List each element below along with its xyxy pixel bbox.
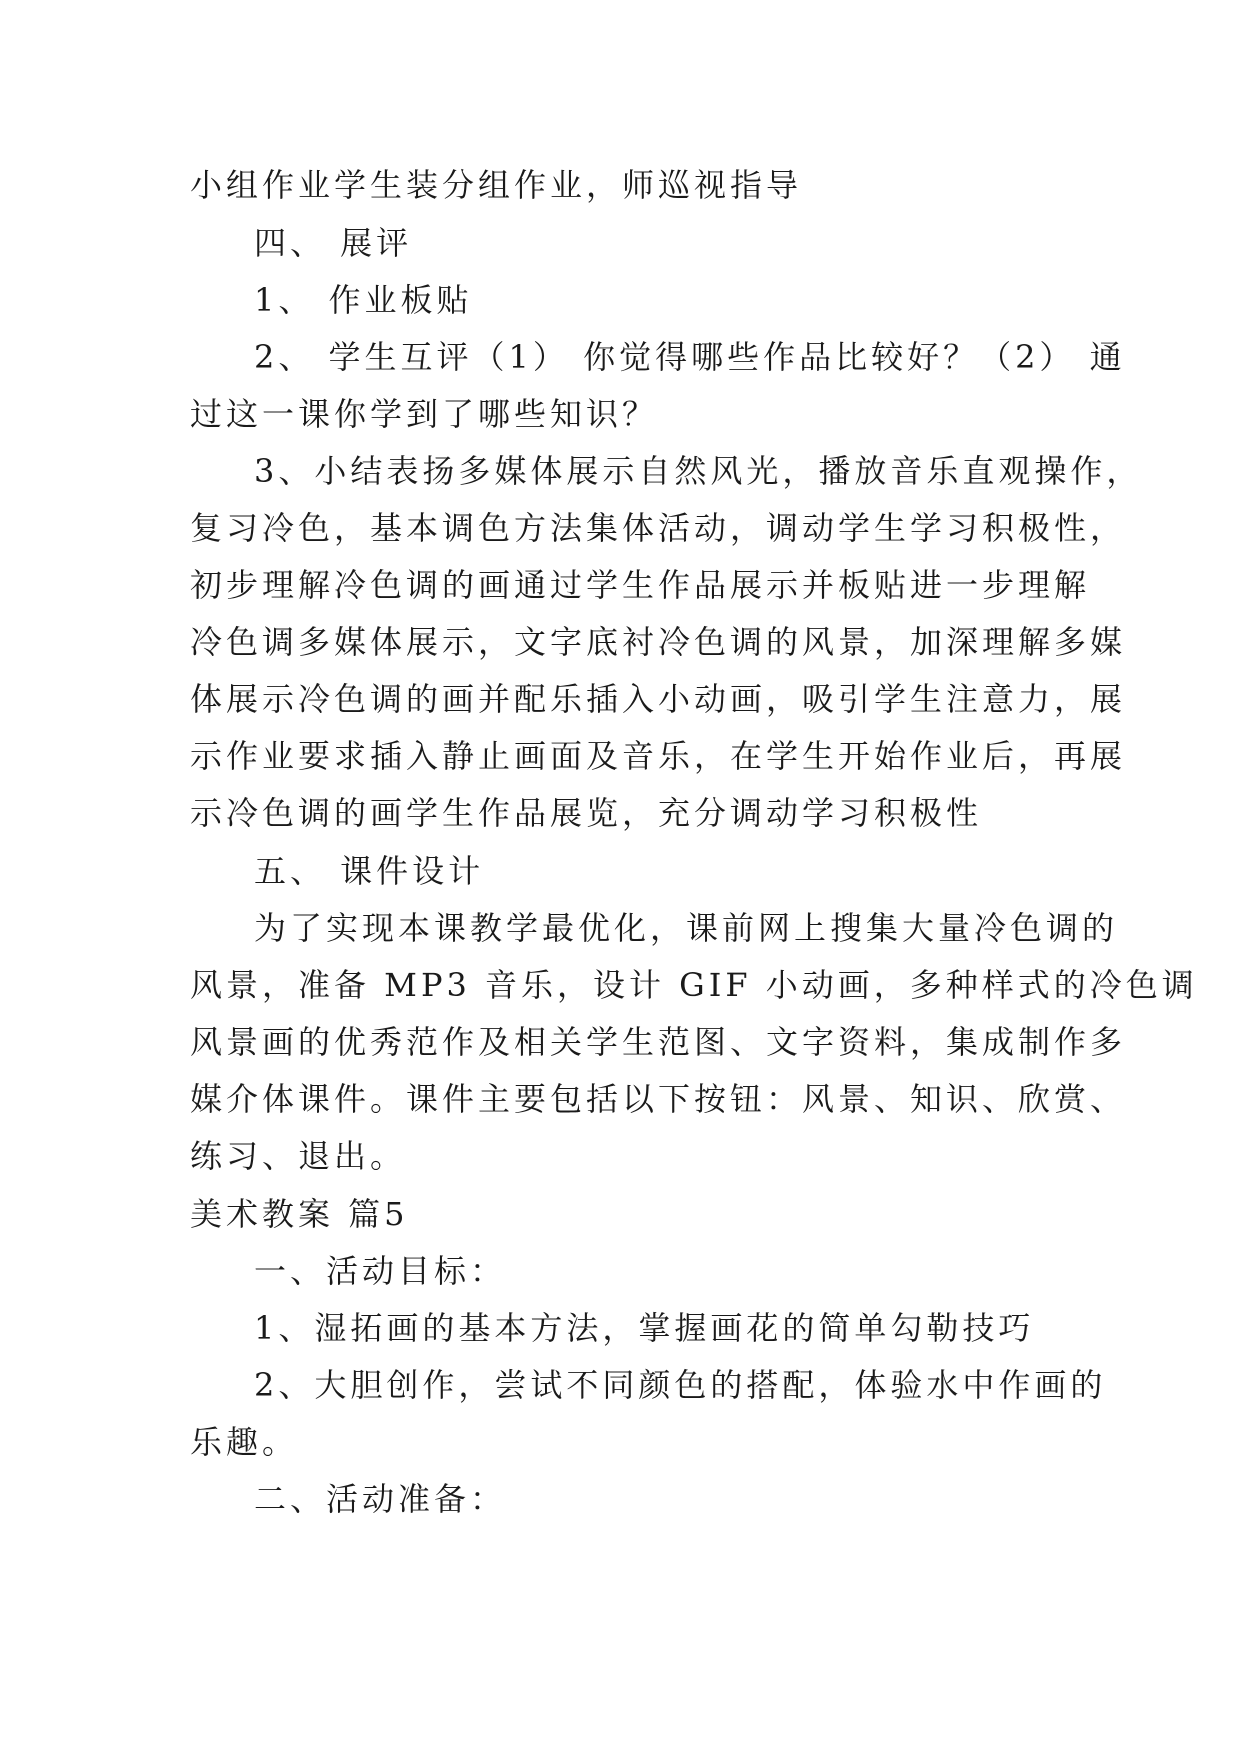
section-heading: 一、活动目标： (254, 1252, 507, 1290)
text-line: 复习冷色，基本调色方法集体活动，调动学生学习积极性， (190, 509, 1127, 547)
section-heading: 五、 课件设计 (254, 852, 485, 890)
text-line: 示冷色调的画学生作品展览，充分调动学习积极性 (190, 794, 983, 832)
text-line: 风景，准备 MP3 音乐，设计 GIF 小动画，多种样式的冷色调 (190, 966, 1198, 1004)
paragraph-start: 为了实现本课教学最优化，课前网上搜集大量冷色调的 (254, 909, 1119, 947)
document-title: 美术教案 篇5 (190, 1195, 409, 1233)
text-line: 冷色调多媒体展示，文字底衬冷色调的风景，加深理解多媒 (190, 623, 1127, 661)
text-line: 乐趣。 (190, 1423, 299, 1461)
text-line: 练习、退出。 (190, 1137, 407, 1175)
text-line: 体展示冷色调的画并配乐插入小动画，吸引学生注意力，展 (190, 680, 1127, 718)
list-item: 2、大胆创作，尝试不同颜色的搭配，体验水中作画的 (254, 1366, 1107, 1404)
text-line: 风景画的优秀范作及相关学生范图、文字资料，集成制作多 (190, 1023, 1127, 1061)
text-line: 过这一课你学到了哪些知识？ (190, 395, 659, 433)
list-item: 1、湿拓画的基本方法，掌握画花的简单勾勒技巧 (254, 1309, 1035, 1347)
list-item: 2、 学生互评（1） 你觉得哪些作品比较好？（2） 通 (254, 338, 1126, 376)
list-item: 1、 作业板贴 (254, 281, 473, 319)
text-line: 初步理解冷色调的画通过学生作品展示并板贴进一步理解 (190, 566, 1091, 604)
text-line: 小组作业学生装分组作业，师巡视指导 (190, 166, 803, 204)
text-line: 媒介体课件。课件主要包括以下按钮：风景、知识、欣赏、 (190, 1080, 1127, 1118)
section-heading: 二、活动准备： (254, 1480, 507, 1518)
text-line: 示作业要求插入静止画面及音乐，在学生开始作业后，再展 (190, 737, 1127, 775)
list-item: 3、小结表扬多媒体展示自然风光，播放音乐直观操作， (254, 452, 1143, 490)
section-heading: 四、 展评 (254, 224, 413, 262)
